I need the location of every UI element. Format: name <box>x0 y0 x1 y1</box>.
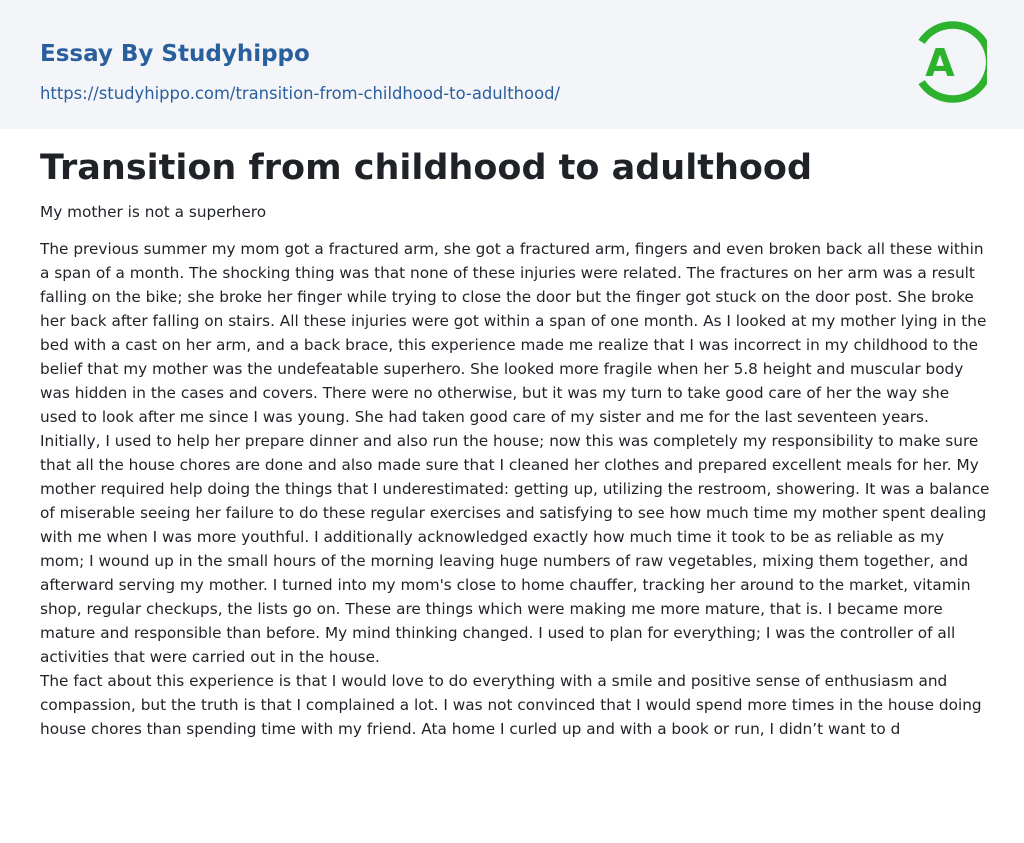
article <box>40 146 990 741</box>
article-body <box>40 237 990 741</box>
article-title: Transition from childhood to adulthood <box>40 148 813 188</box>
site-logo-icon[interactable] <box>911 18 987 106</box>
article-url-link[interactable]: https://studyhippo.com/transition-from-childhood-to-adulthood/ <box>40 84 561 103</box>
site-brand[interactable]: Essay By Studyhippo <box>40 41 310 67</box>
article-subtitle: My mother is not a superhero <box>40 203 267 221</box>
logo-letter: A <box>925 41 955 85</box>
article-paragraph: The previous summer my mom got a fractured arm, she got a fractured arm, fingers and even broken back all these within a span of a month. The shocking thing was that none of these injuries were related. The fractures on her arm was a result falling on the bike; she broke her finger while trying to close the door but the finger got stuck on the door post. She broke her back after falling on stairs. All these injuries were got within a span of one month. As I looked at my mother lying in the bed with a cast on her arm, and a back brace, this experience made me realize that I was incorrect in my childhood to the belief that my mother was the undefeatable superhero. She looked more fragile when her 5.8 height and muscular body was hidden in the cases and covers. There were no otherwise, but it was my turn to take good care of her the way she used to look after me since I was young. She had taken good care of my sister and me for the last seventeen years. <box>40 240 987 426</box>
site-header <box>0 0 1024 129</box>
article-paragraph: The fact about this experience is that I would love to do everything with a smile and positive sense of enthusiasm and compassion, but the truth is that I complained a lot. I was not convinced that I would spend more times in the house doing house chores than spending time with my friend. Ata home I curled up and with a book or run, I didn’t want to d <box>40 672 982 738</box>
article-paragraph: Initially, I used to help her prepare dinner and also run the house; now this was completely my responsibility to make sure that all the house chores are done and also made sure that I cleaned her clothes and prepared excellent meals for her. My mother required help doing the things that I underestimated: getting up, utilizing the restroom, showering. It was a balance of miserable seeing her failure to do these regular exercises and satisfying to see how much time my mother spent dealing with me when I was more youthful. I additionally acknowledged exactly how much time it took to be as reliable as my mom; I wound up in the small hours of the morning leaving huge numbers of raw vegetables, mixing them together, and afterward serving my mother. I turned into my mom's close to home chauffer, tracking her around to the market, vitamin shop, regular checkups, the lists go on. These are things which were making me more mature, that is. I became more mature and responsible than before. My mind thinking changed. I used to plan for everything; I was the controller of all activities that were carried out in the house. <box>40 432 990 666</box>
